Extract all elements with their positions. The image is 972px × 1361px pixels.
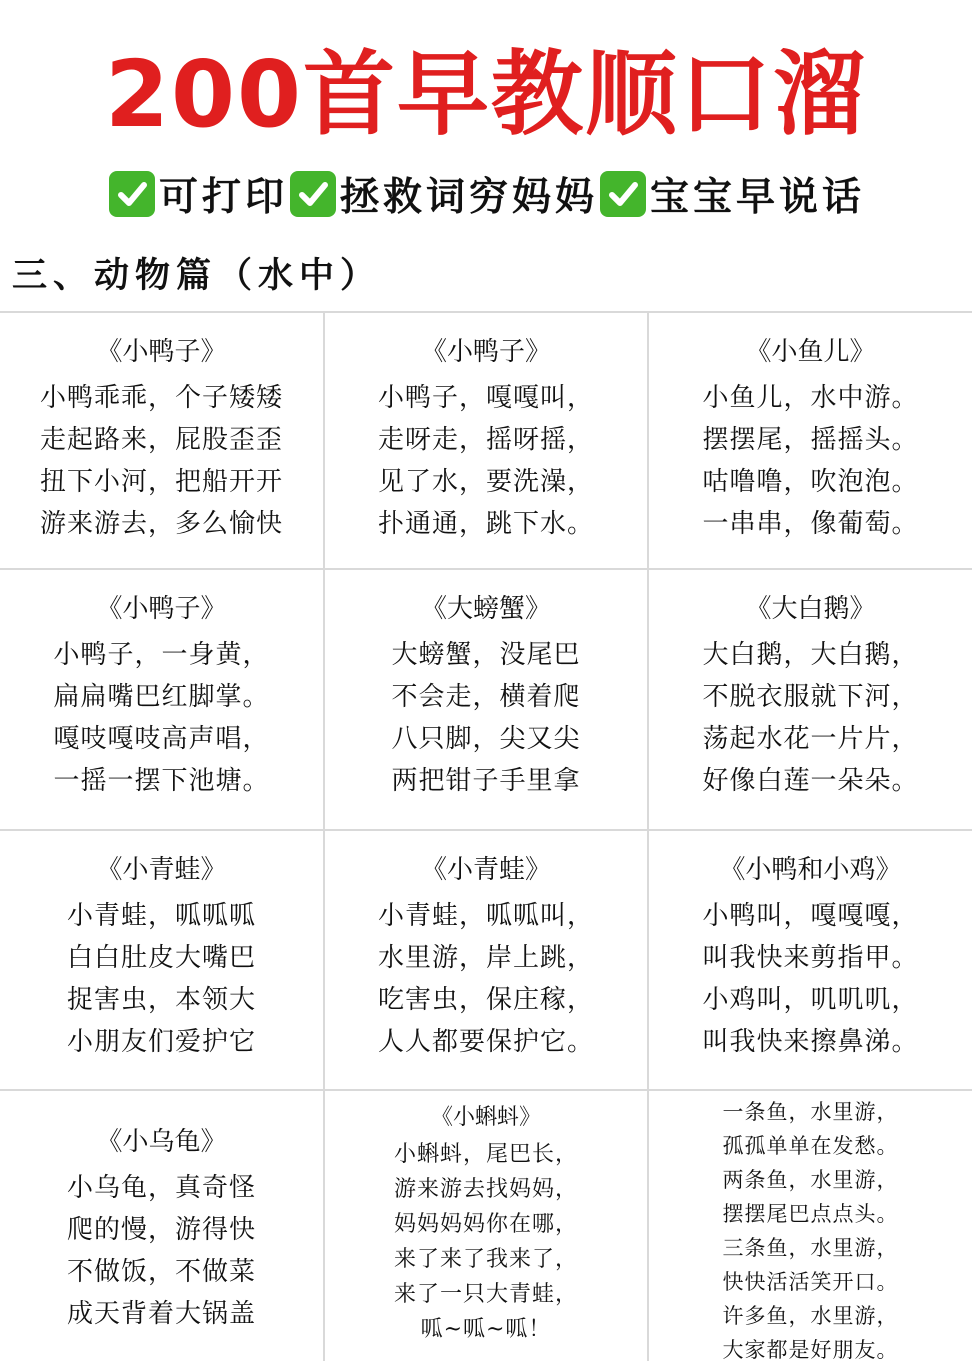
poem-line: 小鸭乖乖，个子矮矮 xyxy=(39,383,283,413)
poem-lines xyxy=(325,377,647,545)
poem-line: 两条鱼，水里游， xyxy=(722,1168,899,1192)
poem-line: 一摇一摆下池塘。 xyxy=(53,766,270,796)
poem-title: 《小鸭子》 xyxy=(96,337,227,367)
poem-lines xyxy=(0,377,323,545)
poem-card xyxy=(0,831,325,1091)
poem-line: 走呀走，摇呀摇， xyxy=(377,425,594,455)
poem-line: 来了来了我来了， xyxy=(393,1247,578,1272)
poem-title: 《小青蛙》 xyxy=(96,855,227,885)
subtitle-bar xyxy=(0,168,972,228)
poem-line: 好像白莲一朵朵。 xyxy=(702,766,919,796)
poem-line: 八只脚，尖又尖 xyxy=(391,724,581,754)
poem-grid xyxy=(0,311,972,1359)
poem-line: 人人都要保护它。 xyxy=(377,1027,594,1057)
poem-title: 《小鸭和小鸡》 xyxy=(719,855,902,885)
poem-line: 小鸭子，嘎嘎叫， xyxy=(377,383,594,413)
poem-line: 小青蛙，呱呱叫， xyxy=(377,901,594,931)
poem-line: 大白鹅，大白鹅， xyxy=(702,640,919,670)
section-heading: 三、动物篇（水中） xyxy=(12,256,382,296)
poem-line: 成天背着大锅盖 xyxy=(66,1299,256,1329)
poem-line: 捉害虫，本领大 xyxy=(66,985,256,1015)
poem-card xyxy=(325,1091,649,1361)
poem-card xyxy=(0,570,325,831)
poem-title: 《小乌龟》 xyxy=(96,1127,227,1157)
poem-line: 大螃蟹，没尾巴 xyxy=(391,640,581,670)
poem-line: 摆摆尾，摇摇头。 xyxy=(702,425,919,455)
subtitle-item-vocabulary: 拯救词穷妈妈 xyxy=(339,175,598,220)
poem-card xyxy=(325,831,649,1091)
poem-lines xyxy=(649,1095,972,1361)
poem-line: 一条鱼，水里游， xyxy=(722,1100,899,1124)
poem-card xyxy=(649,313,972,570)
poem-lines xyxy=(325,1137,647,1347)
poem-line: 叫我快来剪指甲。 xyxy=(702,943,919,973)
poem-line: 爬的慢，游得快 xyxy=(66,1215,256,1245)
poem-line: 小乌龟，真奇怪 xyxy=(66,1173,256,1203)
poem-lines xyxy=(0,1167,323,1335)
poem-lines xyxy=(649,634,972,802)
poem-line: 小蝌蚪，尾巴长， xyxy=(393,1142,578,1167)
poem-line: 咕噜噜，吹泡泡。 xyxy=(702,467,919,497)
poem-line: 来了一只大青蛙， xyxy=(393,1282,578,1307)
poem-title: 《大白鹅》 xyxy=(745,594,876,624)
poem-line: 游来游去，多么愉快 xyxy=(39,509,283,539)
poem-line: 扭下小河，把船开开 xyxy=(39,467,283,497)
subtitle-item-early-speech: 宝宝早说话 xyxy=(650,175,866,220)
poem-title: 《小鱼儿》 xyxy=(745,337,876,367)
poem-line: 不会走，横着爬 xyxy=(391,682,581,712)
check-mark-icon xyxy=(290,171,336,217)
poem-line: 小鸭子，一身黄， xyxy=(53,640,270,670)
poem-card xyxy=(325,313,649,570)
poem-line: 孤孤单单在发愁。 xyxy=(722,1134,899,1158)
page-title: 200首早教顺口溜 xyxy=(104,41,868,148)
poem-line: 不脱衣服就下河， xyxy=(702,682,919,712)
poem-line: 小青蛙，呱呱呱 xyxy=(66,901,256,931)
poem-line: 水里游，岸上跳， xyxy=(377,943,594,973)
poem-line: 扑通通，跳下水。 xyxy=(377,509,594,539)
poem-line: 叫我快来擦鼻涕。 xyxy=(702,1027,919,1057)
poem-card xyxy=(649,1091,972,1361)
poem-line: 游来游去找妈妈， xyxy=(393,1177,578,1202)
poem-line: 小鱼儿，水中游。 xyxy=(702,383,919,413)
poem-title: 《大螃蟹》 xyxy=(420,594,551,624)
poem-line: 不做饭，不做菜 xyxy=(66,1257,256,1287)
poem-line: 小鸡叫，叽叽叽， xyxy=(702,985,919,1015)
poem-line: 三条鱼，水里游， xyxy=(722,1236,899,1260)
poem-card xyxy=(0,1091,325,1361)
poem-lines xyxy=(649,895,972,1063)
poem-lines xyxy=(325,634,647,802)
poem-line: 见了水，要洗澡， xyxy=(377,467,594,497)
poem-line: 走起路来，屁股歪歪 xyxy=(39,425,283,455)
check-mark-icon xyxy=(600,171,646,217)
poem-card xyxy=(0,313,325,570)
poem-line: 一串串，像葡萄。 xyxy=(702,509,919,539)
poem-line: 荡起水花一片片， xyxy=(702,724,919,754)
poem-line: 嘎吱嘎吱高声唱， xyxy=(53,724,270,754)
poem-line: 快快活活笑开口。 xyxy=(722,1270,899,1294)
poem-line: 两把钳子手里拿 xyxy=(391,766,581,796)
poem-line: 呱~呱~呱！ xyxy=(420,1317,552,1342)
poem-line: 小鸭叫，嘎嘎嘎， xyxy=(702,901,919,931)
check-mark-icon xyxy=(109,171,155,217)
poem-line: 扁扁嘴巴红脚掌。 xyxy=(53,682,270,712)
poem-title: 《小鸭子》 xyxy=(96,594,227,624)
poem-line: 许多鱼，水里游， xyxy=(722,1304,899,1328)
poem-line: 吃害虫，保庄稼， xyxy=(377,985,594,1015)
poem-lines xyxy=(0,895,323,1063)
poem-line: 大家都是好朋友。 xyxy=(722,1338,899,1361)
poem-lines xyxy=(0,634,323,802)
poem-card xyxy=(649,570,972,831)
poem-title: 《小蝌蚪》 xyxy=(430,1105,541,1130)
poem-line: 摆摆尾巴点点头。 xyxy=(722,1202,899,1226)
poem-line: 小朋友们爱护它 xyxy=(66,1027,256,1057)
poem-line: 白白肚皮大嘴巴 xyxy=(66,943,256,973)
poem-title: 《小鸭子》 xyxy=(420,337,551,367)
poem-card xyxy=(325,570,649,831)
poem-line: 妈妈妈妈你在哪， xyxy=(393,1212,578,1237)
poem-title: 《小青蛙》 xyxy=(420,855,551,885)
poem-card xyxy=(649,831,972,1091)
subtitle-item-printable: 可打印 xyxy=(158,175,288,220)
poem-lines xyxy=(325,895,647,1063)
poem-lines xyxy=(649,377,972,545)
